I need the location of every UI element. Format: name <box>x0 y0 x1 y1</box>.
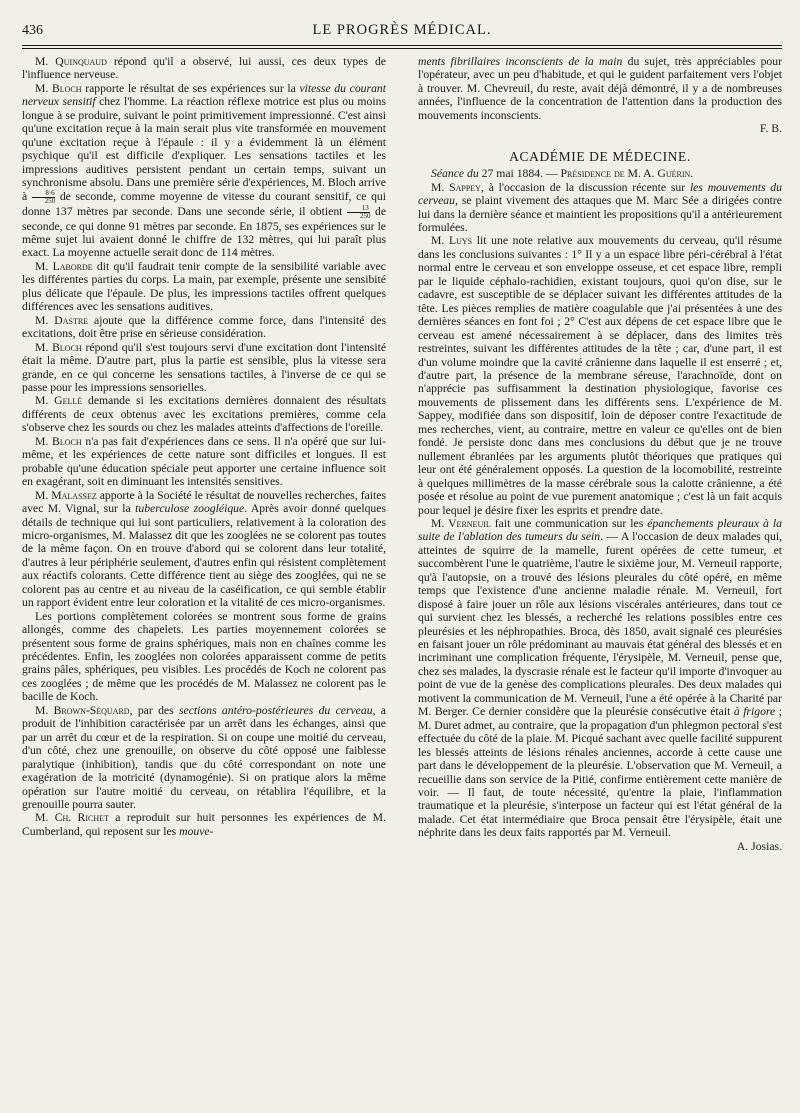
header-rule-secondary <box>22 48 782 49</box>
paragraph-sappey: M. Sappey, à l'occasion de la discussion récente sur les mouvements du cerveau, se plaint vivement des attaques que M. Marc Sée a dirigées contre lui dans la dernière séance et maintient les propositions qu'il a antérieurement formulées. <box>418 180 782 234</box>
paragraph-richet: M. Ch. Richet a reproduit sur huit personnes les expériences de M. Cumberland, qui reposent sur les mouve- <box>22 811 386 838</box>
header-rule <box>22 45 782 46</box>
paragraph-laborde: M. Laborde dit qu'il faudrait tenir compte de la sensibilité variable avec les différentes parties du corps. La main, par exemple, présente une sensibité plus délicate que l'épaule. De plus, les impressions tactiles offrent quelques différences avec les sensations auditives. <box>22 259 386 314</box>
left-column <box>22 55 386 853</box>
fraction-first: $\frac{8\cdot 6}{250}$ <box>32 190 56 205</box>
paragraph-gelle: M. Gellé demande si les excitations dernières donnaient des résultats différents de ceux obtenus avec les excitations premières, comme cela s'observe chez les sourds ou chez les malades atteints d'affections de l'oreille. <box>22 394 386 435</box>
paragraph-verneuil: M. Verneuil fait une communication sur les épanchements pleuraux à la suite de l'ablation des tumeurs du sein. — A l'occasion de deux malades qui, atteintes de squirre de la mamelle, furent opérées de cette tumeur, et succombèrent l'une le quatrième, l'autre le sixième jour, M. Verneuil rapporte, qu'à l'autopsie, on a trouvé des lésions pleurales du côté opéré, en même temps que l'existence d'une ancienne maladie rénale. M. Verneuil, fort disposé à faire jouer un rôle aux lésions viscérales antérieures, dans tout ce qui survient chez les blessés, a recherché les relations possibles entre ces pleurésies et les néphropathies. Broca, dès 1850, avait signalé ces pleurésies en faisant jouer un rôle prédominant au mauvais état général des blessés et en incriminant une complication fréquente, l'érysipèle, M. Verneuil, pense que, chez ses malades, la dyscrasie rénale est le facteur qu'il importe d'invoquer au point de vue de la genèse des complications pleurales. Des deux malades qui motivent la communication de M. Verneuil, l'une a été opérée à la Charité par M. Berger. Ce dernier considère que la pleurésie consécutive était à frigore ; M. Duret admet, au contraire, que la propagation d'un phlegmon pectoral s'est effectuée du côté de la plaie. M. Picqué sachant avec quelle facilité suppurent les blessés atteints de lésions rénales anciennes, accorde à cette cause une part dans le développement de la pleurésie. L'observation que M. Verneuil, a recueillie dans son service de la Pitié, confirme entièrement cette manière de voir. — Il faut, de toute nécessité, qu'entre la plaie, l'inflammation traumatique et la pleurésie, s'interpose un facteur qui est l'état général de la malade. Cet état intermédiaire que Broca pensait être l'érysipèle, était une néphrite dans les deux faits rapportés par M. Verneuil. <box>418 516 783 840</box>
paragraph-malassez: M. Malassez apporte à la Société le résultat de nouvelles recherches, faites avec M. Vignal, sur la tuberculose zoogléique. Après avoir donné quelques détails de technique qui lui sont particuliers, relativement à la coloration des micro-organismes, M. Malassez dit que les zooglées ne se colorent pas toutes de la même façon. On en trouve d'abord qui se colorent dans leur totalité, d'autres à leur périphérie seulement, d'autres enfin qui résistent complètement aux réactifs colorants. Cette différence tient au siège des zooglées, qui ne se colorent pas au centre et au niveau de la caséification, ce qui semble établir un rapport évident entre leur coloration et la vitalité de ces micro-organismes. <box>22 488 387 610</box>
journal-title: LE PROGRÈS MÉDICAL. <box>312 22 492 38</box>
two-column-body <box>22 55 782 853</box>
section-heading-academie: ACADÉMIE DE MÉDECINE. <box>509 148 691 164</box>
paragraph-quinquaud: M. Quinquaud répond qu'il a observé, lui aussi, ces deux types de l'influence nerveuse. <box>22 55 386 82</box>
right-column <box>418 55 782 853</box>
page-number: 436 <box>22 23 43 38</box>
paragraph-luys: M. Luys lit une note relative aux mouvements du cerveau, qu'il résume dans les conclusions suivantes : 1° Il y a un espace libre péri-cérébral à l'état normal entre le cerveau et son enveloppe osseuse, et cet espace libre, rempli par le liquide céphalo-rachidien, existant toujours, quoi qu'on dise, sur le cadavre, est susceptible de se déplacer suivant les différentes attitudes de la tête. Les pièces remplies de matière coagulable que j'ai présentées à une des dernières séances en font foi ; 2° C'est aux dépens de cet espace libre que le cerveau est amené nécessairement à se déplacer, dans des limites très restreintes, suivant les différentes attitudes de la tête ; car, d'une part, il est d'un volume moindre que la cavité crânienne dans laquelle il est enserré ; et, d'autre part, la présence de la membrane séreuse, l'arachnoïde, dont on n'apprécie pas suffisamment la destination physiologique, favorise ces mouvements de plissement dans les différents sens. L'expérience de M. Sappey, modifiée dans son dispositif, loin de déposer contre l'exactitude de mes recherches, vient, au contraire, mettre en valeur ce qu'elles ont de bien fondé. Je persiste donc dans mes conclusions du début que je ne trouve nullement ébranlées par les arguments plutôt théoriques que pratiques qui leur ont été généralement opposés. La question de la locomobilité, restreinte à quelques millimètres de la masse cérébrale sous la calotte crânienne, a été posée et résolue au point de vue purement anatomique ; c'est là un fait acquis pour lequel je désire fixer les esprits et prendre date. <box>418 234 782 517</box>
paragraph-richet-continued: ments fibrillaires inconscients de la main du sujet, très appréciables pour l'opérateur, avec un peu d'habitude, et qui le guident parfaitement vers l'objet à trouver. M. Chevreuil, du reste, avait déjà démontré, il y a de nombreuses années, l'influence de la concentration de l'attention dans la production des mouvements inconscients. <box>418 55 782 122</box>
seance-line: Séance du 27 mai 1884. — Présidence de M. A. Guérin. <box>431 167 694 181</box>
running-header <box>22 22 782 42</box>
signature-fb: F. B. <box>759 122 782 136</box>
paragraph-dastre: M. Dastre ajoute que la différence comme force, dans l'intensité des excitations, doit être prise en sérieuse considération. <box>22 313 387 341</box>
fraction-second: $\frac{13}{250}$ <box>347 205 371 220</box>
paragraph-brown-sequard: M. Brown-Séquard, par des sections antéro-postérieures du cerveau, a produit de l'inhibition caractérisée par un arrêt dans les échanges, ainsi que par un arrêt du cœur et de la respiration. Si on coupe une moitié du cerveau, d'un côté, chez une grenouille, on observe du côté opposé une faiblesse paralytique (inhibition), tandis que du côté correspondant on note une exagération de la motricité (dynamogénie). Si on pratique alors la même opération sur l'autre moitié du cerveau, on rétablira l'équilibre, et la grenouille pourra sauter. <box>22 703 386 812</box>
signature-josias: A. Josias. <box>736 839 782 853</box>
paragraph-bloch-reponse: M. Bloch répond qu'il s'est toujours servi d'une excitation dont l'intensité était la même. D'autre part, plus la partie est sensible, plus la vitesse sera grande, en ce qui concerne les sensations tactiles, à l'inverse de ce qui se passe pour les impressions sensorielles. <box>22 340 387 394</box>
paragraph-bloch-experiences: M. Bloch n'a pas fait d'expériences dans ce sens. Il n'a opéré que sur lui-même, et les expériences de cette nature sont difficiles et longues. Il est probable qu'une éducation spéciale peut apporter une certaine influence soit en exagérant, soit en diminuant les intensités sensitives. <box>22 434 386 489</box>
paragraph-bloch-vitesse: M. Bloch rapporte le résultat de ses expériences sur la vitesse du courant nerveux sensitif chez l'homme. La réaction réflexe motrice est plus ou moins longue à se produire, suivant le point primitivement impressionné. C'est ainsi qu'une excitation reçue à la main serait plus vite transformée en mouvement qu'une excitation reçue à l'épaule : il y a évidemment là un élément psychique qu'il est difficile d'expliquer. Les sensations tactiles et les impressions auditives persistent pendant un certain temps, suivant un synchronisme absolu. Dans une première série d'expériences, M. Bloch arrive à $\frac{8\cdot 6}{250}$ de seconde, comme moyenne de vitesse du courant sensitif, ce qui donne 137 mètres par seconde. Dans une seconde série, il obtient $\frac{13}{250}$ de seconde, ce qui donne 91 mètres par seconde. En 1875, ses expériences sur le même sujet lui avaient donné le chiffre de 132 mètres, qui lui paraît plus exact. La moyenne actuelle serait donc de 114 mètres. <box>22 81 387 260</box>
paragraph-portions-colorees: Les portions complètement colorées se montrent sous forme de grains allongés, comme des chapelets. Les parties moyennement colorées se présentent sous forme de grains sphériques, mais non en chaînes comme les précédentes. Enfin, les zooglées non colorées apparaissent comme de petits grains pâles, sphériques, peu visibles. Les procédés de Koch ne colorent pas ces zooglées ; de même que les procédés de M. Malassez ne colorent pas le bacille de Koch. <box>22 609 386 704</box>
